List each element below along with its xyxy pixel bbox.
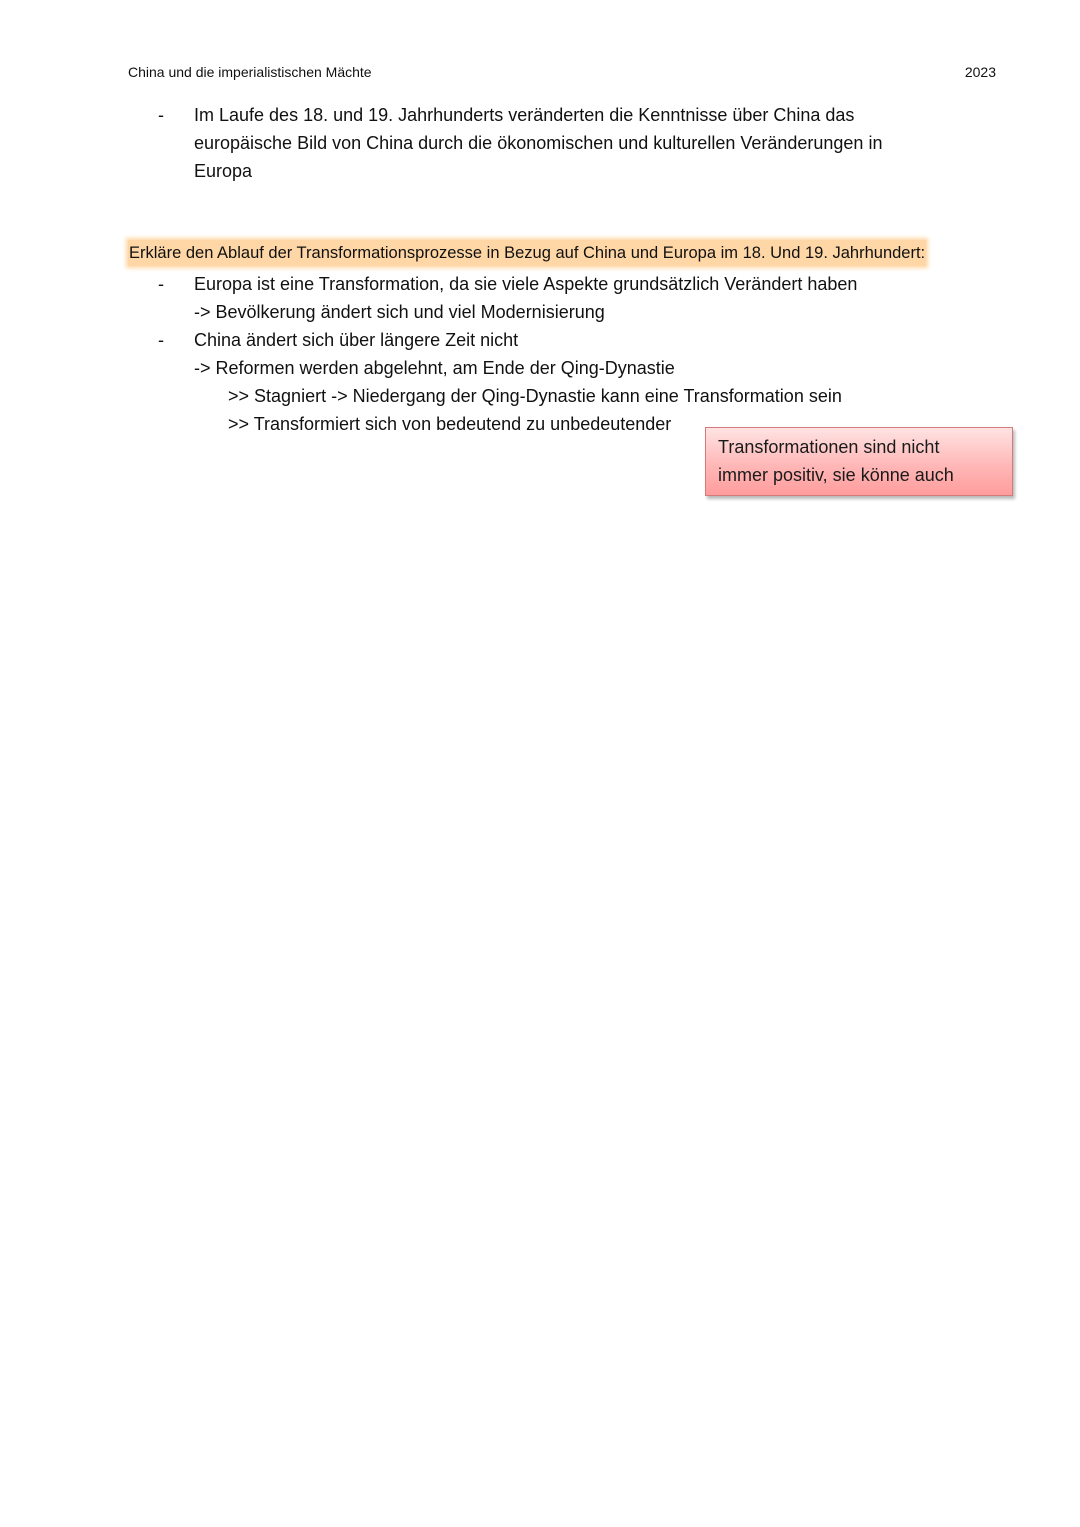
comment-note (705, 427, 1013, 496)
bullet-europe: Europa ist eine Transformation, da sie viele Aspekte grundsätzlich Verändert haben (194, 274, 858, 294)
intro-line-3: Europa (194, 161, 253, 181)
comment-line-2: immer positiv, sie könne auch (718, 465, 954, 485)
bullet-dash: - (158, 330, 164, 350)
intro-line-2: europäische Bild von China durch die ökonomischen und kulturellen Veränderungen in (194, 133, 883, 153)
document-title: China und die imperialistischen Mächte (128, 64, 372, 80)
bullet-dash: - (158, 105, 164, 125)
bullet-china-detail: -> Reformen werden abgelehnt, am Ende der Qing-Dynastie (194, 358, 675, 378)
bullet-china-subpoint-1: >> Stagniert -> Niedergang der Qing-Dynastie kann eine Transformation sein (228, 386, 842, 406)
bullet-china: China ändert sich über längere Zeit nicht (194, 330, 519, 350)
bullet-europe-detail: -> Bevölkerung ändert sich und viel Modernisierung (194, 302, 605, 322)
bullet-dash: - (158, 274, 164, 294)
document-year: 2023 (964, 64, 996, 80)
section-heading: Erkläre den Ablauf der Transformationsprozesse in Bezug auf China und Europa im 18. Und 19. Jahrhundert: (128, 240, 926, 266)
comment-line-1: Transformationen sind nicht (718, 437, 940, 457)
intro-line-1: Im Laufe des 18. und 19. Jahrhunderts veränderten die Kenntnisse über China das (194, 105, 855, 125)
page-header (128, 64, 996, 86)
bullet-china-subpoint-2: >> Transformiert sich von bedeutend zu unbedeutender (228, 414, 672, 434)
